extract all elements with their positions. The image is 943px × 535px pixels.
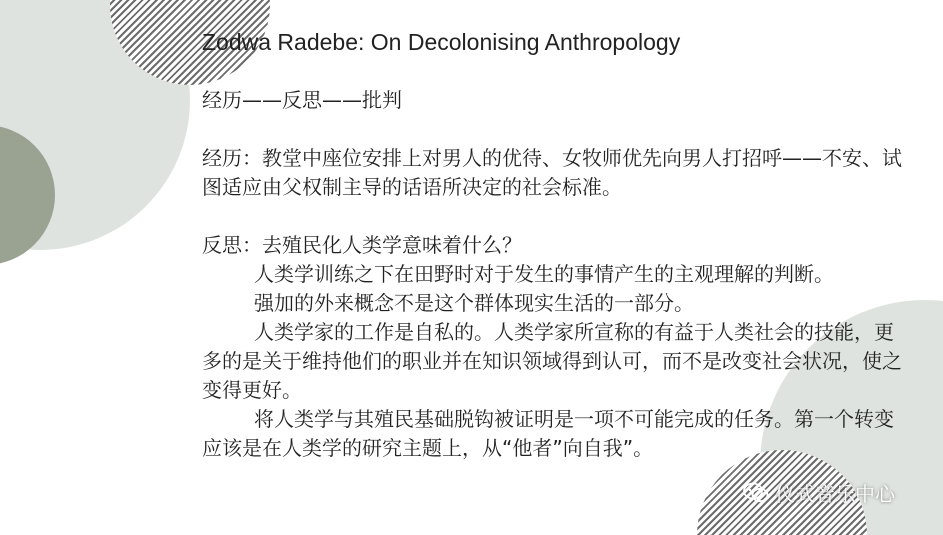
reflection-point: 人类学训练之下在田野时对于发生的事情产生的主观理解的判断。 [254,262,834,286]
reflection-point: 强加的外来概念不是这个群体现实生活的一部分。 [254,291,694,315]
reflection-heading: 反思：去殖民化人类学意味着什么？ [202,233,522,257]
slide-title: Zodwa Radebe: On Decolonising Anthropology [202,29,681,55]
reflection-point: 人类学家的工作是自私的。人类学家所宣称的有益于人类社会的技能，更多的是关于维持他们的职业并在知识领域得到认可，而不是改变社会状况，使之变得更好。 [202,320,902,402]
experience-paragraph: 经历：教堂中座位安排上对男人的优待、女牧师优先向男人打招呼——不安、试图适应由父权制主导的话语所决定的社会标准。 [202,146,902,199]
watermark-text: 仪式音乐中心 [775,482,895,506]
reflection-point: 将人类学与其殖民基础脱钩被证明是一项不可能完成的任务。第一个转变应该是在人类学的研究主题上，从“他者”向自我”。 [202,407,894,460]
wechat-icon [743,482,769,504]
summary-line: 经历——反思——批判 [202,88,402,112]
slide-body [202,86,907,463]
watermark [743,478,895,507]
